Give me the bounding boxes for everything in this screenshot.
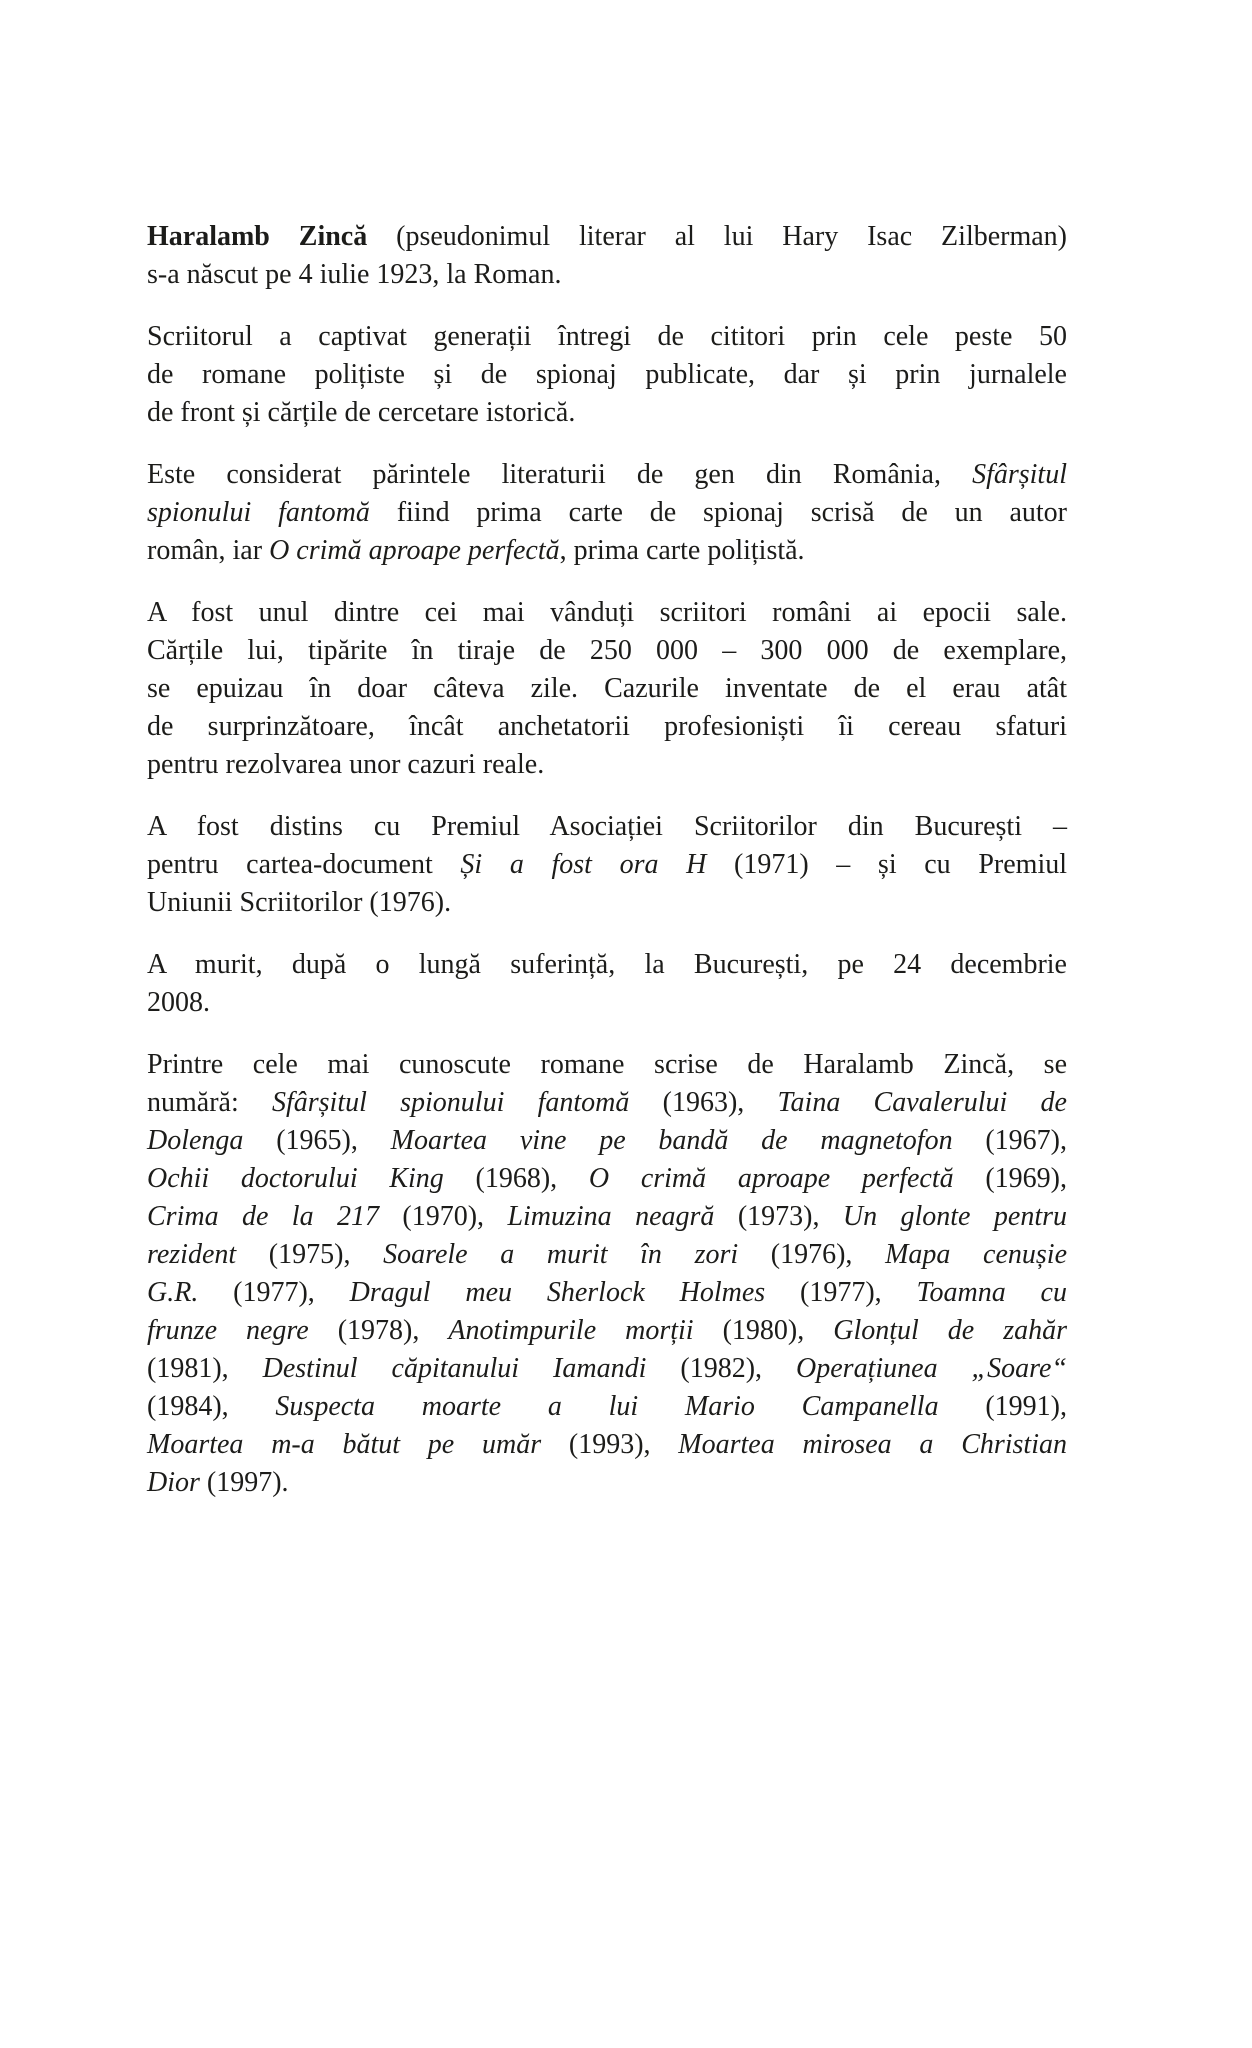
italic-title-run: Toamna cu	[916, 1277, 1067, 1308]
text-line	[147, 1236, 1067, 1274]
text-run: fiind prima carte de spionaj scrisă de un autor	[369, 497, 1067, 528]
text-run: (1967),	[952, 1125, 1067, 1156]
italic-title-run: Sfârșitul spionului fantomă	[271, 1087, 630, 1118]
italic-title-run: Suspecta moarte a lui Mario Campanella	[275, 1391, 939, 1422]
italic-title-run: G.R.	[147, 1277, 199, 1308]
text-run: numără:	[147, 1087, 272, 1118]
italic-title-run: Un glonte pentru	[842, 1201, 1067, 1232]
text-run: (1963),	[629, 1087, 778, 1118]
text-run: (1980),	[693, 1315, 834, 1346]
paragraph	[147, 594, 1067, 784]
text-line	[147, 532, 1067, 570]
text-run: (1981),	[147, 1353, 263, 1384]
text-run: A murit, după o lungă suferință, la București, pe 24 decembrie	[147, 949, 1067, 980]
text-run: se epuizau în doar câteva zile. Cazurile inventate de el erau atât	[147, 673, 1067, 704]
text-run: (1975),	[236, 1239, 384, 1270]
text-line	[147, 1464, 1067, 1502]
text-line	[147, 594, 1067, 632]
italic-title-run: Soarele a murit în zori	[383, 1239, 739, 1270]
text-line	[147, 1388, 1067, 1426]
text-run: A fost distins cu Premiul Asociației Scriitorilor din București –	[147, 811, 1067, 842]
text-run: Printre cele mai cunoscute romane scrise de Haralamb Zincă, se	[147, 1049, 1067, 1080]
text-run: de surprinzătoare, încât anchetatorii profesioniști îi cereau sfaturi	[147, 711, 1067, 742]
text-run: de front și cărțile de cercetare istorică.	[147, 397, 576, 428]
text-run: pentru cartea-document	[147, 849, 461, 880]
italic-title-run: Moartea vine pe bandă de magnetofon	[390, 1125, 953, 1156]
italic-title-run: spionului fantomă	[147, 497, 370, 528]
text-run: (1978),	[308, 1315, 449, 1346]
text-run: pentru rezolvarea unor cazuri reale.	[147, 749, 545, 780]
text-run: (1971) – și cu Premiul	[706, 849, 1067, 880]
text-line	[147, 632, 1067, 670]
text-run: Scriitorul a captivat generații întregi de cititori prin cele peste 50	[147, 321, 1067, 352]
italic-title-run: Și a fost ora H	[460, 849, 707, 880]
text-line	[147, 984, 1067, 1022]
text-line	[147, 1350, 1067, 1388]
italic-title-run: frunze negre	[147, 1315, 309, 1346]
text-run: 2008.	[147, 987, 210, 1018]
text-line	[147, 456, 1067, 494]
paragraph	[147, 218, 1067, 294]
text-line	[147, 1122, 1067, 1160]
italic-title-run: O crimă aproape perfectă	[269, 535, 560, 566]
text-line	[147, 1046, 1067, 1084]
italic-title-run: Dragul meu Sherlock Holmes	[349, 1277, 766, 1308]
text-line	[147, 1426, 1067, 1464]
italic-title-run: Moartea mirosea a Christian	[678, 1429, 1067, 1460]
text-line	[147, 1312, 1067, 1350]
text-line	[147, 1084, 1067, 1122]
text-run: Este considerat părintele literaturii de gen din România,	[147, 459, 973, 490]
text-run: s-a născut pe 4 iulie 1923, la Roman.	[147, 259, 562, 290]
paragraph	[147, 1046, 1067, 1502]
text-line	[147, 808, 1067, 846]
text-run: (1977),	[198, 1277, 350, 1308]
text-line	[147, 356, 1067, 394]
text-line	[147, 1160, 1067, 1198]
text-line	[147, 670, 1067, 708]
text-run: (1976),	[738, 1239, 886, 1270]
text-run: (1968),	[443, 1163, 589, 1194]
text-line	[147, 884, 1067, 922]
text-line	[147, 708, 1067, 746]
text-line	[147, 494, 1067, 532]
text-run: (1997).	[199, 1467, 289, 1498]
italic-title-run: Anotimpurile morții	[448, 1315, 694, 1346]
text-run: A fost unul dintre cei mai vânduți scriitori români ai epocii sale.	[147, 597, 1067, 628]
text-run: de romane polițiste și de spionaj publicate, dar și prin jurnalele	[147, 359, 1067, 390]
italic-title-run: Sfârșitul	[972, 459, 1067, 490]
italic-title-run: Ochii doctorului King	[147, 1163, 444, 1194]
italic-title-run: Operațiunea „Soare“	[796, 1353, 1067, 1384]
text-line	[147, 846, 1067, 884]
paragraph	[147, 946, 1067, 1022]
text-run: (1991),	[938, 1391, 1067, 1422]
italic-title-run: Glonțul de zahăr	[833, 1315, 1067, 1346]
italic-title-run: Limuzina neagră	[507, 1201, 715, 1232]
italic-title-run: O crimă aproape perfectă	[588, 1163, 954, 1194]
text-run: român, iar	[147, 535, 270, 566]
italic-title-run: Moartea m-a bătut pe umăr	[147, 1429, 542, 1460]
bold-text-run: Haralamb Zincă	[147, 221, 368, 252]
text-line	[147, 394, 1067, 432]
text-line	[147, 946, 1067, 984]
text-line	[147, 746, 1067, 784]
text-line	[147, 1198, 1067, 1236]
paragraph	[147, 456, 1067, 570]
italic-title-run: Mapa cenușie	[885, 1239, 1067, 1270]
text-run: (1970),	[378, 1201, 508, 1232]
text-run: Uniunii Scriitorilor (1976).	[147, 887, 452, 918]
italic-title-run: Taina Cavalerului de	[777, 1087, 1067, 1118]
text-run: (1993),	[541, 1429, 679, 1460]
text-line	[147, 218, 1067, 256]
italic-title-run: Crima de la 217	[147, 1201, 379, 1232]
text-run: (1982),	[646, 1353, 797, 1384]
italic-title-run: Destinul căpitanului Iamandi	[262, 1353, 647, 1384]
text-run: , prima carte polițistă.	[559, 535, 805, 566]
text-line	[147, 1274, 1067, 1312]
text-line	[147, 256, 1067, 294]
text-run: (1984),	[147, 1391, 276, 1422]
text-run: (1969),	[953, 1163, 1067, 1194]
italic-title-run: rezident	[147, 1239, 237, 1270]
text-run: (1965),	[243, 1125, 391, 1156]
italic-title-run: Dior	[147, 1467, 200, 1498]
text-run: (pseudonimul literar al lui Hary Isac Zilberman)	[367, 221, 1068, 252]
text-run: (1977),	[765, 1277, 917, 1308]
paragraph	[147, 808, 1067, 922]
text-block	[147, 218, 1067, 1526]
italic-title-run: Dolenga	[147, 1125, 244, 1156]
paragraph	[147, 318, 1067, 432]
text-run: (1973),	[714, 1201, 843, 1232]
text-run: Cărțile lui, tipărite în tiraje de 250 000 – 300 000 de exemplare,	[147, 635, 1067, 666]
text-line	[147, 318, 1067, 356]
